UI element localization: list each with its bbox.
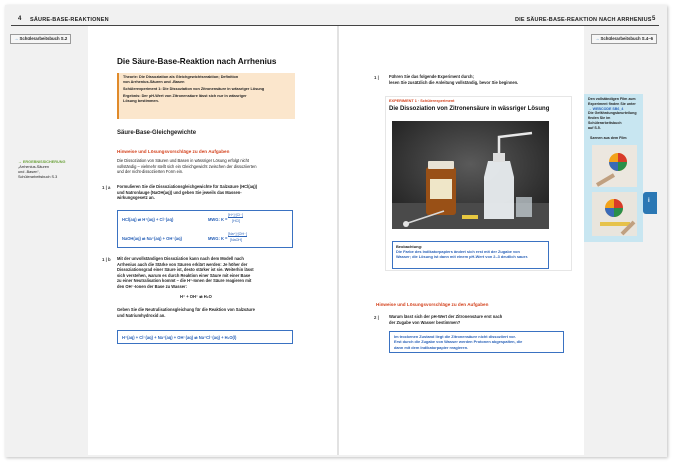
overview-line: Theorie: Die Dissoziation als Gleichgewichtsreaktion; Definition bbox=[123, 75, 239, 79]
result-note-label: ERGEBNISSICHERUNG bbox=[22, 160, 66, 164]
task-line: wirkungsgesetz an. bbox=[117, 195, 155, 201]
task-1a-text bbox=[117, 184, 297, 201]
mwg2-denominator: [NaOH] bbox=[230, 238, 242, 242]
intro-line: vollständig – vielmehr stellt sich ein Gleichgewicht zwischen der dissoziierten bbox=[117, 163, 257, 169]
right-running-head: DIE SÄURE-BASE-REAKTION NACH ARRHENIUS bbox=[515, 17, 652, 23]
task-line: zu einer Neutralisation kommt – die H⁺-Ionen der Säure reagieren mit bbox=[117, 278, 252, 284]
left-running-head: SÄURE-BASE-REAKTIONEN bbox=[30, 17, 109, 23]
film-info-line: Die Gefährdungsbeurteilung bbox=[588, 111, 637, 116]
experiment-label: EXPERIMENT 1 · Schülerexperiment bbox=[389, 99, 455, 103]
equation-hcl: HCl(aq) ⇌ H⁺(aq) + Cl⁻(aq) bbox=[122, 217, 174, 222]
lesson-overview-box bbox=[117, 73, 295, 119]
task-1b-solution-box bbox=[117, 330, 293, 344]
left-workbook-tag-label: Schülerarbeitsbuch S.2 bbox=[19, 36, 68, 41]
right-task-1-text bbox=[389, 74, 569, 85]
observation-line: Wasser; die Lösung ist dann mit einem pH-Wert von 2–3 deutlich sauer. bbox=[396, 254, 529, 260]
overview-line: Ergebnis: Der pH-Wert von Zitronensäure lässt sich nur in wässriger bbox=[123, 94, 247, 98]
film-scene-1-illustration bbox=[592, 145, 637, 187]
task-line: Geben Sie die Neutralisationsgleichung für die Reaktion von Salzsäure bbox=[117, 307, 255, 312]
neutralisation-equation: H⁺ + OH⁻ ⇌ H₂O bbox=[180, 294, 212, 299]
header-rule bbox=[11, 25, 659, 26]
task-number: 2 | bbox=[374, 315, 379, 320]
task-line: sich verstehen, warum es durch Reaktion einer Säure mit einer Base bbox=[117, 272, 251, 278]
task-1a-solution-box bbox=[117, 210, 293, 248]
film-info-line: auf S.5. bbox=[588, 125, 601, 130]
arrow-right-icon: → bbox=[18, 160, 23, 164]
info-tab-label: i bbox=[648, 198, 650, 204]
observation-box bbox=[392, 241, 549, 269]
film-scene-thumbnail[interactable] bbox=[592, 192, 637, 236]
left-page-number: 4 bbox=[18, 16, 22, 22]
film-info-line: finden Sie im Schülerarbeitsbuch bbox=[588, 116, 622, 125]
right-workbook-tag-label: Schülerarbeitsbuch S.4–6 bbox=[600, 36, 654, 41]
page-title: Die Säure-Base-Reaktion nach Arrhenius bbox=[117, 57, 277, 66]
right-page-number: 5 bbox=[652, 16, 656, 22]
equation-naoh: NaOH(aq) ⇌ Na⁺(aq) + OH⁻(aq) bbox=[122, 236, 182, 241]
film-scene-thumbnail[interactable] bbox=[592, 145, 637, 187]
hints-heading: Hinweise und Lösungsvorschläge zu den Aufgaben bbox=[117, 149, 230, 154]
right-workbook-tag[interactable] bbox=[591, 34, 657, 44]
section-heading: Säure-Base-Gleichgewichte bbox=[117, 130, 197, 136]
overview-line: Schülerexperiment 1: Die Dissoziation von Zitronensäure in wässriger Lösung bbox=[123, 87, 265, 91]
answer-line: Im trockenen Zustand liegt die Zitronensäure nicht dissoziiert vor. bbox=[394, 334, 516, 339]
film-info-text bbox=[588, 97, 642, 131]
intro-line: und der nicht-dissoziierten Form ein. bbox=[117, 169, 184, 175]
task-line: Arrhenius auch die Stärke von Säuren erklärt werden: Je höher der bbox=[117, 261, 248, 267]
task-line: der Zugabe von Wasser bestimmen? bbox=[389, 319, 461, 325]
task-number: 1 | b bbox=[102, 257, 111, 262]
intro-paragraph bbox=[117, 158, 297, 175]
film-scenes-label: Szenen aus dem Film bbox=[590, 136, 627, 140]
answer-line: Erst durch die Zugabe von Wasser werden Protonen abgespalten, die bbox=[394, 339, 523, 345]
observation-line: Die Farbe des Indikatorpapiers ändert sich erst mit der Zugabe von bbox=[396, 249, 520, 255]
observation-label: Beobachtung: bbox=[396, 244, 423, 249]
task-line: lesen Sie zusätzlich die Anleitung vollständig, bevor Sie beginnen. bbox=[389, 79, 519, 85]
equation-neutralisation: H⁺(aq) + Cl⁻(aq) + Na⁺(aq) + OH⁻(aq) ⇌ Na⁺Cl⁻(aq) + H₂O(l) bbox=[122, 335, 237, 340]
task-1b-text bbox=[117, 256, 299, 290]
film-info-line: Den vollständigen Film zum bbox=[588, 97, 636, 101]
experiment-title: Die Dissoziation von Zitronensäure in wässriger Lösung bbox=[389, 106, 550, 112]
right-task-2-text bbox=[389, 314, 569, 325]
task-line: den OH⁻-Ionen der Base zu Wasser: bbox=[117, 283, 188, 289]
task-1b-question bbox=[117, 307, 299, 318]
overview-line: von Arrhenius-Säuren und -Basen bbox=[123, 80, 185, 84]
film-scene-2-illustration bbox=[592, 192, 637, 236]
film-info-line: Experiment finden Sie unter bbox=[588, 101, 636, 106]
task-line: Führen Sie das folgende Experiment durch; bbox=[389, 74, 474, 79]
right-hints-heading: Hinweise und Lösungsvorschläge zu den Aufgaben bbox=[376, 302, 489, 307]
webcode-link[interactable]: → WEBCODE SB6_4 bbox=[588, 106, 624, 111]
intro-line: Die Dissoziation von Säuren und Basen in wässriger Lösung erfolgt nicht bbox=[117, 158, 249, 163]
mwg1-denominator: [HCl] bbox=[232, 219, 240, 223]
task-line: Dissoziationsgrad einer Säure ist, desto stärker ist sie. Weiterhin lässt bbox=[117, 267, 254, 273]
task-line: und Natriumhydroxid an. bbox=[117, 312, 166, 318]
arrow-right-icon: → bbox=[595, 36, 600, 41]
result-note-line: „Arrhenius-Säuren bbox=[18, 165, 50, 169]
mwg-label: MWG: K = bbox=[208, 217, 228, 222]
book-spine bbox=[337, 26, 339, 455]
task-2-solution-box bbox=[389, 331, 564, 353]
result-note bbox=[18, 160, 84, 180]
overview-line: Lösung bestimmen. bbox=[123, 99, 159, 103]
mwg2-numerator: [Na⁺]·[OH⁻] bbox=[228, 232, 247, 236]
task-number: 1 | a bbox=[102, 185, 111, 190]
task-line: Warum lässt sich der pH-Wert der Zitronensäure erst nach bbox=[389, 314, 503, 319]
task-line: Formulieren Sie die Dissoziationsgleichgewichte für Salzsäure (HCl(aq)) bbox=[117, 184, 258, 189]
info-tab[interactable] bbox=[643, 192, 657, 214]
arrow-right-icon: → bbox=[14, 36, 19, 41]
result-note-line: und -Basen“, bbox=[18, 170, 40, 174]
mwg1-numerator: [H⁺]·[Cl⁻] bbox=[228, 213, 243, 217]
mwg-label: MWG: K = bbox=[208, 236, 228, 241]
experiment-photo-illustration bbox=[392, 121, 549, 229]
answer-line: dann mit dem Indikatorpapier reagieren. bbox=[394, 344, 469, 350]
task-number: 1 | bbox=[374, 75, 379, 80]
left-workbook-tag[interactable] bbox=[10, 34, 71, 44]
result-note-line: Schülerarbeitsbuch S.3 bbox=[18, 175, 58, 179]
experiment-photo bbox=[392, 121, 549, 229]
task-line: und Natronlauge (NaOH(aq)) und geben Sie jeweils das Massen- bbox=[117, 189, 242, 195]
task-line: Mit der unvollständigen Dissoziation kann nach dem Modell nach bbox=[117, 256, 244, 261]
